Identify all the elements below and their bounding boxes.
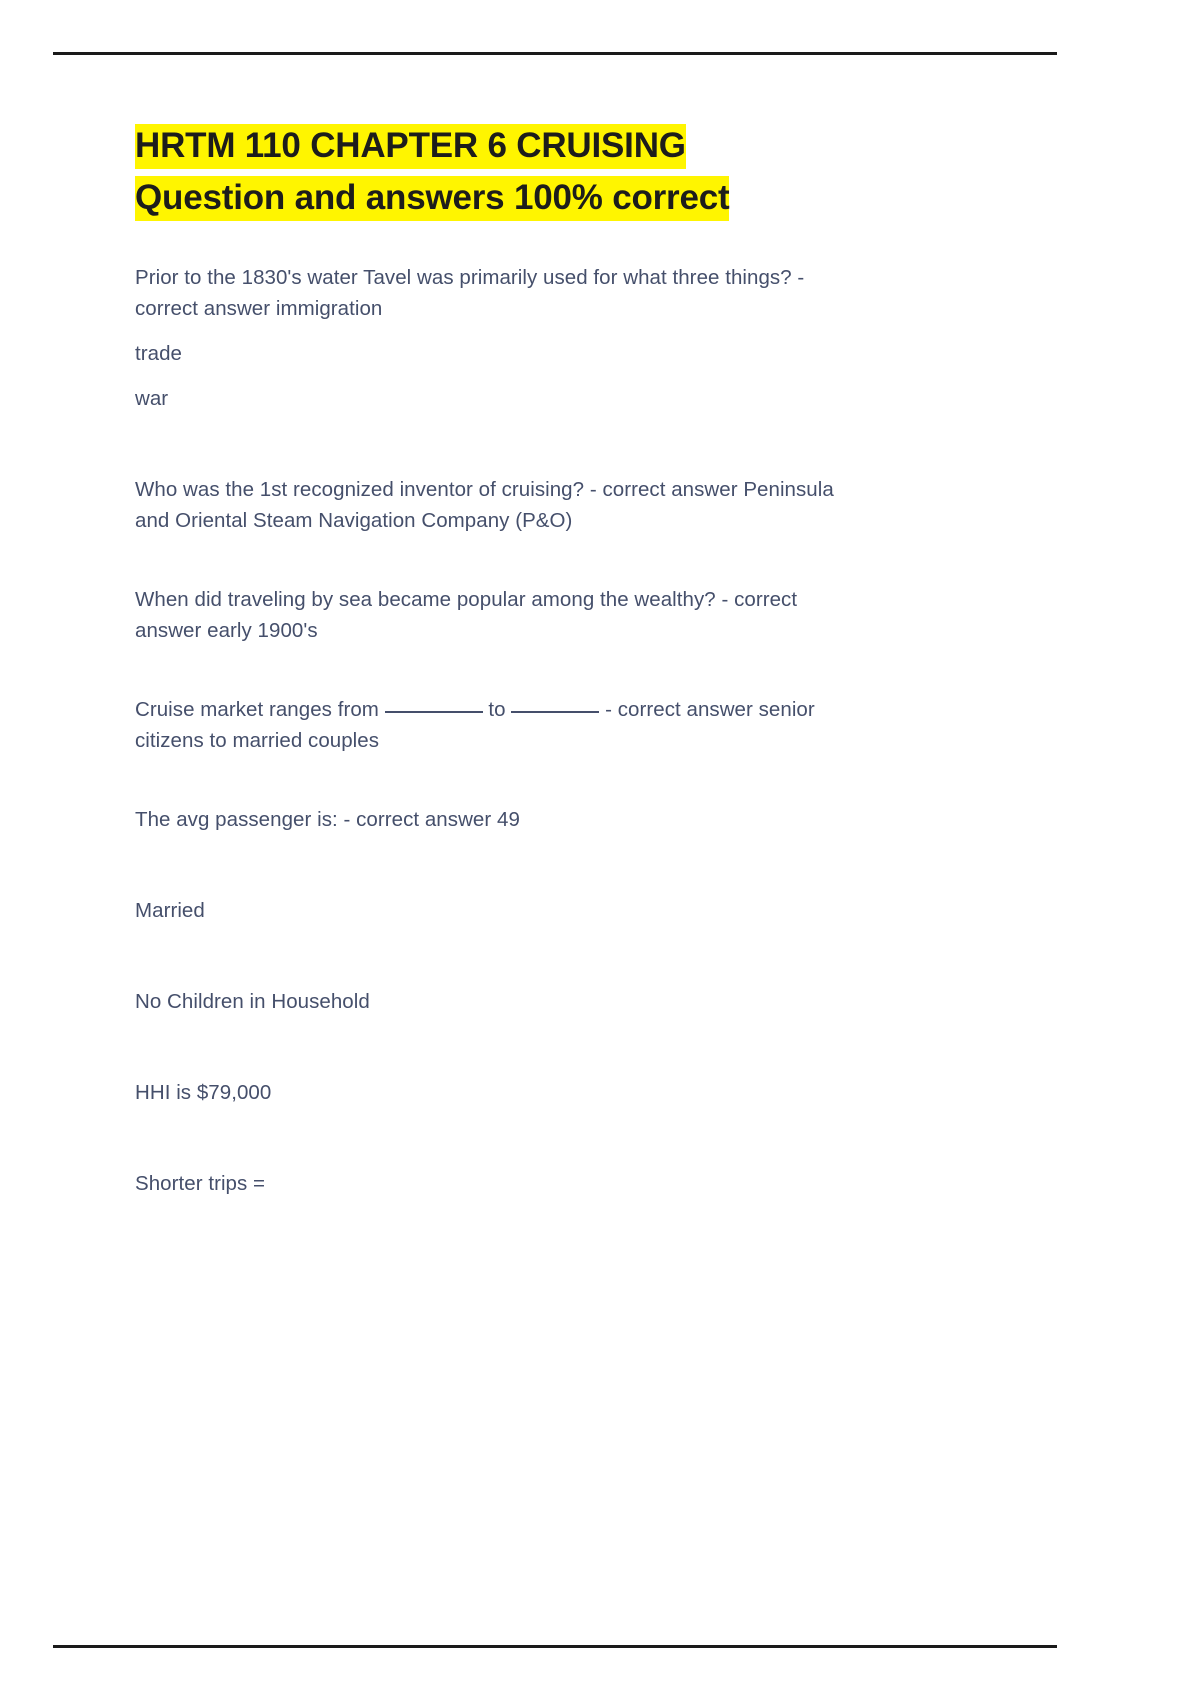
fill-in-blank-1: [385, 711, 483, 713]
spacer: [135, 926, 1015, 986]
question-4-line-2: citizens to married couples: [135, 729, 380, 752]
spacer: [135, 324, 1015, 338]
spacer: [135, 646, 1015, 694]
fill-in-blank-2: [511, 711, 599, 713]
question-1-line-2: correct answer immigration: [135, 297, 383, 320]
document-body: [135, 262, 1015, 1199]
footer-divider: [53, 1645, 1057, 1648]
question-2-line-1: Who was the 1st recognized inventor of cruising? - correct answer Peninsula: [135, 478, 834, 501]
question-3: [135, 584, 995, 646]
document-content: [135, 120, 1015, 1199]
question-5-item-2: Married: [135, 899, 205, 922]
question-1-line-1: Prior to the 1830's water Tavel was primarily used for what three things? -: [135, 266, 805, 289]
spacer: [135, 1017, 1015, 1077]
question-6: Shorter trips =: [135, 1172, 266, 1195]
question-4: [135, 694, 995, 756]
spacer: [135, 756, 1015, 804]
question-1: [135, 262, 995, 324]
question-4-suffix: - correct answer senior: [605, 698, 815, 721]
question-2-line-2: and Oriental Steam Navigation Company (P&O): [135, 509, 573, 532]
header-divider: [53, 52, 1057, 55]
question-1-item-2: trade: [135, 342, 182, 365]
question-3-line-2: answer early 1900's: [135, 619, 318, 642]
spacer: [135, 369, 1015, 383]
page-title: [135, 120, 1015, 224]
question-2: [135, 474, 995, 536]
question-5: The avg passenger is: - correct answer 49: [135, 808, 520, 831]
question-4-prefix: Cruise market ranges from: [135, 698, 379, 721]
question-1-item-3: war: [135, 387, 169, 410]
spacer: [135, 414, 1015, 474]
spacer: [135, 835, 1015, 895]
question-5-item-3: No Children in Household: [135, 990, 370, 1013]
spacer: [135, 1108, 1015, 1168]
page-title-line-2: Question and answers 100% correct: [135, 176, 729, 221]
spacer: [135, 536, 1015, 584]
question-5-item-4: HHI is $79,000: [135, 1081, 272, 1104]
question-4-joiner: to: [488, 698, 506, 721]
page-title-line-1: HRTM 110 CHAPTER 6 CRUISING: [135, 124, 686, 169]
question-3-line-1: When did traveling by sea became popular among the wealthy? - correct: [135, 588, 798, 611]
